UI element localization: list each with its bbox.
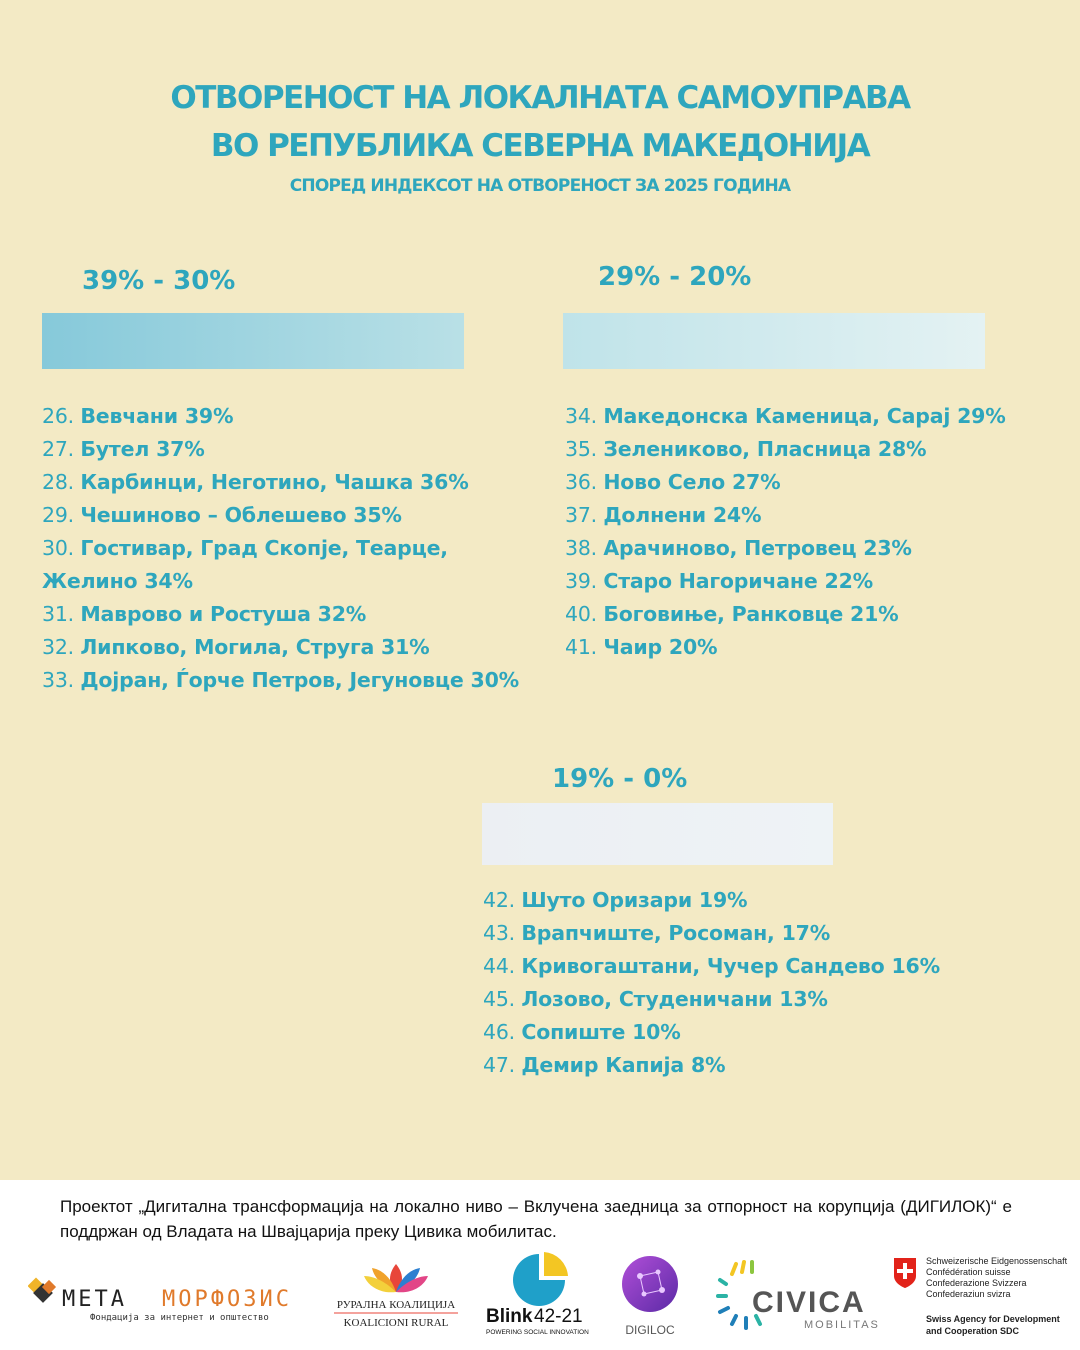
list-item: 40. Боговиње, Ранковце 21%	[565, 602, 899, 626]
range-bar-19-0	[482, 803, 833, 865]
range-label-29-20: 29% - 20%	[598, 262, 752, 292]
blink-text-a: Blink	[486, 1306, 533, 1327]
list-item: 26. Вевчани 39%	[42, 404, 234, 428]
list-item: 33. Дојран, Ѓорче Петров, Јегуновце 30%	[42, 668, 519, 692]
swiss-text-2: Confédération suisse	[926, 1267, 1011, 1277]
list-item: 43. Врапчиште, Росоман, 17%	[483, 921, 831, 945]
meta-sub: Фондација за интернет и општество	[90, 1313, 269, 1323]
list-item: 37. Долнени 24%	[565, 503, 762, 527]
list-item: 30. Гостивар, Град Скопје, Теарце, Желино 34%	[42, 536, 448, 593]
swiss-text-6: and Cooperation SDC	[926, 1326, 1020, 1336]
digiloc-text: DIGILOC	[625, 1323, 675, 1337]
page-title-line-1: ОТВОРЕНОСТ НА ЛОКАЛНАТА САМОУПРАВА	[170, 80, 910, 116]
list-item: 29. Чешиново – Облешево 35%	[42, 503, 402, 527]
range-bar-39-30	[42, 313, 464, 369]
list-item: 32. Липково, Могила, Струга 31%	[42, 635, 430, 659]
blink-sub: POWERING SOCIAL INNOVATION	[486, 1329, 589, 1336]
meta-text-a: МЕТА	[62, 1287, 127, 1312]
list-item: 27. Бутел 37%	[42, 437, 205, 461]
swiss-text-5: Swiss Agency for Development	[926, 1314, 1060, 1324]
range-label-39-30: 39% - 30%	[82, 266, 236, 296]
list-item: 31. Маврово и Ростуша 32%	[42, 602, 367, 626]
blink-logo	[484, 1250, 594, 1338]
list-item: 45. Лозово, Студеничани 13%	[483, 987, 828, 1011]
list-item: 42. Шуто Оризари 19%	[483, 888, 748, 912]
swiss-text-3: Confederazione Svizzera	[926, 1278, 1027, 1288]
list-item: 39. Старо Нагоричане 22%	[565, 569, 874, 593]
list-item: 44. Кривогаштани, Чучер Сандево 16%	[483, 954, 940, 978]
municipality-list-19-0	[483, 884, 1043, 1082]
blink-text-b: 42-21	[534, 1306, 583, 1327]
swiss-sdc-logo	[890, 1254, 1072, 1342]
list-item: 46. Сопиште 10%	[483, 1020, 681, 1044]
footer-text: Проектот „Дигитална трансформација на локално ниво – Вклучена заедница за отпорност на корупција (ДИГИЛОК)“ е поддржан од Владата на Швајцарија преку Цивика мобилитас.	[60, 1197, 1012, 1241]
range-bar-29-20	[563, 313, 985, 369]
list-item: 36. Ново Село 27%	[565, 470, 781, 494]
rural-text-1: РУРАЛНА КОАЛИЦИЈА	[336, 1299, 456, 1311]
list-item: 34. Македонска Каменица, Сарај 29%	[565, 404, 1006, 428]
meta-text-b: МОРФОЗИС	[162, 1287, 292, 1312]
list-item: 38. Арачиново, Петровец 23%	[565, 536, 912, 560]
municipality-list-39-30	[42, 400, 542, 697]
rural-coalition-logo	[328, 1256, 464, 1332]
page-title-line-2: ВО РЕПУБЛИКА СЕВЕРНА МАКЕДОНИЈА	[210, 128, 870, 164]
digiloc-logo	[610, 1250, 690, 1340]
list-item: 47. Демир Капија 8%	[483, 1053, 726, 1077]
civica-mobilitas-logo	[716, 1254, 884, 1338]
list-item: 41. Чаир 20%	[565, 635, 718, 659]
swiss-text-1: Schweizerische Eidgenossenschaft	[926, 1256, 1068, 1266]
swiss-text-4: Confederaziun svizra	[926, 1289, 1011, 1299]
municipality-list-29-20	[565, 400, 1065, 664]
rural-text-2: KOALICIONI RURAL	[343, 1317, 449, 1329]
range-label-19-0: 19% - 0%	[552, 764, 688, 794]
civica-text-a: CIVICA	[752, 1286, 866, 1319]
metamorfozis-logo	[28, 1276, 320, 1324]
civica-text-b: MOBILITAS	[804, 1319, 880, 1331]
page-subtitle: СПОРЕД ИНДЕКСОТ НА ОТВОРЕНОСТ ЗА 2025 ГОДИНА	[289, 176, 791, 196]
list-item: 28. Карбинци, Неготино, Чашка 36%	[42, 470, 469, 494]
list-item: 35. Зелениково, Пласница 28%	[565, 437, 927, 461]
